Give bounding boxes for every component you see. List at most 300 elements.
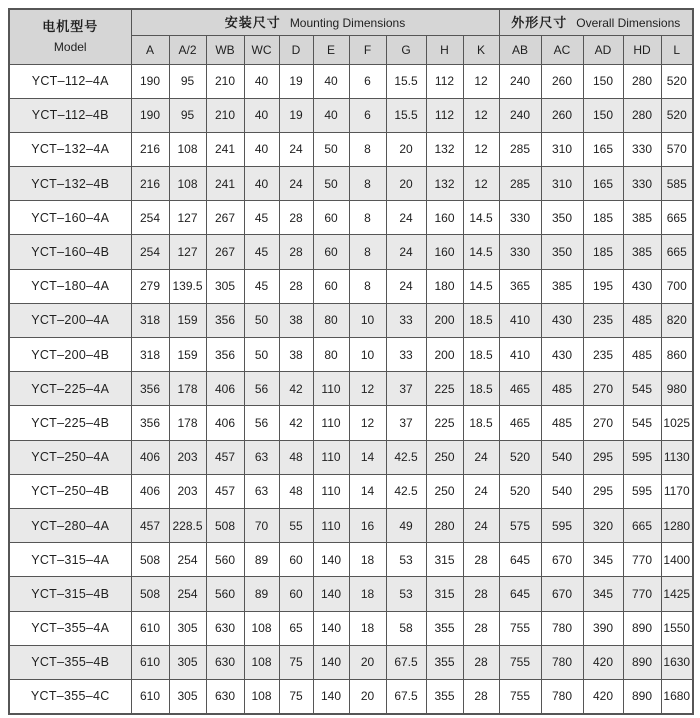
value-cell: 241 xyxy=(206,132,244,166)
value-cell: 560 xyxy=(206,543,244,577)
value-cell: 250 xyxy=(426,474,463,508)
value-cell: 820 xyxy=(661,303,693,337)
value-cell: 406 xyxy=(131,474,169,508)
value-cell: 190 xyxy=(131,64,169,98)
value-cell: 50 xyxy=(244,303,279,337)
model-cell: YCT–355–4A xyxy=(9,611,131,645)
table-body xyxy=(9,64,693,714)
value-cell: 139.5 xyxy=(169,269,206,303)
value-cell: 45 xyxy=(244,201,279,235)
model-cell: YCT–180–4A xyxy=(9,269,131,303)
value-cell: 18.5 xyxy=(463,372,499,406)
value-cell: 56 xyxy=(244,406,279,440)
value-cell: 700 xyxy=(661,269,693,303)
value-cell: 53 xyxy=(386,543,426,577)
value-cell: 254 xyxy=(131,201,169,235)
value-cell: 240 xyxy=(499,64,541,98)
value-cell: 165 xyxy=(583,167,623,201)
value-cell: 8 xyxy=(349,167,386,201)
value-cell: 280 xyxy=(623,64,661,98)
value-cell: 20 xyxy=(386,167,426,201)
value-cell: 645 xyxy=(499,577,541,611)
value-cell: 95 xyxy=(169,98,206,132)
value-cell: 70 xyxy=(244,508,279,542)
value-cell: 430 xyxy=(541,303,583,337)
value-cell: 1400 xyxy=(661,543,693,577)
value-cell: 355 xyxy=(426,679,463,713)
value-cell: 203 xyxy=(169,474,206,508)
value-cell: 15.5 xyxy=(386,64,426,98)
value-cell: 165 xyxy=(583,132,623,166)
value-cell: 520 xyxy=(499,474,541,508)
value-cell: 260 xyxy=(541,64,583,98)
value-cell: 18.5 xyxy=(463,303,499,337)
value-cell: 780 xyxy=(541,679,583,713)
value-cell: 755 xyxy=(499,645,541,679)
value-cell: 545 xyxy=(623,372,661,406)
value-cell: 42.5 xyxy=(386,440,426,474)
model-header-zh: 电机型号 xyxy=(42,18,99,34)
value-cell: 770 xyxy=(623,577,661,611)
value-cell: 14.5 xyxy=(463,201,499,235)
value-cell: 19 xyxy=(279,98,313,132)
value-cell: 630 xyxy=(206,611,244,645)
column-header: A xyxy=(131,35,169,64)
value-cell: 50 xyxy=(313,132,349,166)
value-cell: 1630 xyxy=(661,645,693,679)
value-cell: 254 xyxy=(169,577,206,611)
value-cell: 108 xyxy=(244,679,279,713)
value-cell: 755 xyxy=(499,679,541,713)
value-cell: 1550 xyxy=(661,611,693,645)
value-cell: 108 xyxy=(169,167,206,201)
value-cell: 20 xyxy=(349,645,386,679)
value-cell: 24 xyxy=(279,167,313,201)
value-cell: 330 xyxy=(499,201,541,235)
value-cell: 240 xyxy=(499,98,541,132)
value-cell: 18.5 xyxy=(463,406,499,440)
column-header: A/2 xyxy=(169,35,206,64)
table-row xyxy=(9,98,693,132)
value-cell: 28 xyxy=(463,577,499,611)
column-header: HD xyxy=(623,35,661,64)
value-cell: 14.5 xyxy=(463,235,499,269)
group-header-row xyxy=(9,9,693,35)
value-cell: 305 xyxy=(169,679,206,713)
value-cell: 410 xyxy=(499,303,541,337)
model-cell: YCT–112–4A xyxy=(9,64,131,98)
value-cell: 270 xyxy=(583,372,623,406)
model-cell: YCT–112–4B xyxy=(9,98,131,132)
value-cell: 345 xyxy=(583,577,623,611)
value-cell: 430 xyxy=(623,269,661,303)
value-cell: 350 xyxy=(541,201,583,235)
value-cell: 610 xyxy=(131,611,169,645)
model-cell: YCT–250–4A xyxy=(9,440,131,474)
value-cell: 545 xyxy=(623,406,661,440)
value-cell: 267 xyxy=(206,235,244,269)
value-cell: 28 xyxy=(463,645,499,679)
table-row xyxy=(9,679,693,713)
value-cell: 356 xyxy=(206,303,244,337)
value-cell: 250 xyxy=(426,440,463,474)
value-cell: 279 xyxy=(131,269,169,303)
value-cell: 8 xyxy=(349,132,386,166)
model-cell: YCT–160–4A xyxy=(9,201,131,235)
model-cell: YCT–160–4B xyxy=(9,235,131,269)
column-header: WB xyxy=(206,35,244,64)
value-cell: 890 xyxy=(623,611,661,645)
value-cell: 28 xyxy=(279,201,313,235)
value-cell: 8 xyxy=(349,269,386,303)
value-cell: 320 xyxy=(583,508,623,542)
value-cell: 178 xyxy=(169,406,206,440)
value-cell: 110 xyxy=(313,508,349,542)
value-cell: 15.5 xyxy=(386,98,426,132)
table-row xyxy=(9,235,693,269)
value-cell: 8 xyxy=(349,201,386,235)
column-header: F xyxy=(349,35,386,64)
value-cell: 665 xyxy=(623,508,661,542)
value-cell: 185 xyxy=(583,201,623,235)
table-row xyxy=(9,201,693,235)
value-cell: 630 xyxy=(206,645,244,679)
value-cell: 40 xyxy=(244,98,279,132)
value-cell: 10 xyxy=(349,303,386,337)
value-cell: 570 xyxy=(661,132,693,166)
table-row xyxy=(9,372,693,406)
value-cell: 110 xyxy=(313,372,349,406)
value-cell: 355 xyxy=(426,645,463,679)
value-cell: 20 xyxy=(349,679,386,713)
value-cell: 75 xyxy=(279,645,313,679)
model-cell: YCT–132–4A xyxy=(9,132,131,166)
model-cell: YCT–200–4B xyxy=(9,338,131,372)
value-cell: 80 xyxy=(313,303,349,337)
mounting-group-label-en: Mounting Dimensions xyxy=(289,16,406,31)
value-cell: 18 xyxy=(349,611,386,645)
model-cell: YCT–315–4A xyxy=(9,543,131,577)
value-cell: 295 xyxy=(583,440,623,474)
value-cell: 465 xyxy=(499,406,541,440)
value-cell: 508 xyxy=(131,543,169,577)
value-cell: 60 xyxy=(313,235,349,269)
value-cell: 520 xyxy=(661,64,693,98)
table-row xyxy=(9,474,693,508)
value-cell: 216 xyxy=(131,132,169,166)
value-cell: 585 xyxy=(661,167,693,201)
value-cell: 225 xyxy=(426,406,463,440)
value-cell: 140 xyxy=(313,543,349,577)
value-cell: 37 xyxy=(386,372,426,406)
value-cell: 89 xyxy=(244,577,279,611)
value-cell: 457 xyxy=(206,474,244,508)
value-cell: 55 xyxy=(279,508,313,542)
value-cell: 390 xyxy=(583,611,623,645)
value-cell: 330 xyxy=(499,235,541,269)
value-cell: 315 xyxy=(426,577,463,611)
value-cell: 132 xyxy=(426,167,463,201)
value-cell: 485 xyxy=(541,406,583,440)
value-cell: 210 xyxy=(206,64,244,98)
value-cell: 33 xyxy=(386,338,426,372)
value-cell: 14 xyxy=(349,474,386,508)
value-cell: 780 xyxy=(541,611,583,645)
value-cell: 19 xyxy=(279,64,313,98)
value-cell: 235 xyxy=(583,338,623,372)
value-cell: 406 xyxy=(206,372,244,406)
value-cell: 50 xyxy=(313,167,349,201)
value-cell: 575 xyxy=(499,508,541,542)
value-cell: 28 xyxy=(463,679,499,713)
value-cell: 49 xyxy=(386,508,426,542)
value-cell: 318 xyxy=(131,303,169,337)
value-cell: 406 xyxy=(131,440,169,474)
mounting-group-label-zh: 安装尺寸 xyxy=(224,15,281,31)
column-header: L xyxy=(661,35,693,64)
value-cell: 595 xyxy=(541,508,583,542)
value-cell: 356 xyxy=(131,406,169,440)
value-cell: 38 xyxy=(279,303,313,337)
value-cell: 1170 xyxy=(661,474,693,508)
value-cell: 540 xyxy=(541,440,583,474)
value-cell: 235 xyxy=(583,303,623,337)
column-header: K xyxy=(463,35,499,64)
value-cell: 755 xyxy=(499,611,541,645)
value-cell: 18 xyxy=(349,543,386,577)
value-cell: 24 xyxy=(386,269,426,303)
value-cell: 10 xyxy=(349,338,386,372)
value-cell: 24 xyxy=(463,474,499,508)
model-header-en: Model xyxy=(53,39,87,54)
value-cell: 108 xyxy=(169,132,206,166)
value-cell: 285 xyxy=(499,167,541,201)
value-cell: 305 xyxy=(206,269,244,303)
value-cell: 18.5 xyxy=(463,338,499,372)
value-cell: 485 xyxy=(623,338,661,372)
value-cell: 1280 xyxy=(661,508,693,542)
table-row xyxy=(9,406,693,440)
value-cell: 95 xyxy=(169,64,206,98)
value-cell: 560 xyxy=(206,577,244,611)
value-cell: 18 xyxy=(349,577,386,611)
value-cell: 6 xyxy=(349,98,386,132)
value-cell: 457 xyxy=(206,440,244,474)
value-cell: 200 xyxy=(426,338,463,372)
value-cell: 520 xyxy=(499,440,541,474)
value-cell: 485 xyxy=(623,303,661,337)
model-cell: YCT–225–4B xyxy=(9,406,131,440)
table-row xyxy=(9,269,693,303)
value-cell: 890 xyxy=(623,679,661,713)
model-cell: YCT–355–4B xyxy=(9,645,131,679)
value-cell: 56 xyxy=(244,372,279,406)
value-cell: 178 xyxy=(169,372,206,406)
value-cell: 665 xyxy=(661,235,693,269)
model-cell: YCT–315–4B xyxy=(9,577,131,611)
value-cell: 40 xyxy=(244,132,279,166)
table-row xyxy=(9,64,693,98)
value-cell: 595 xyxy=(623,440,661,474)
column-header: E xyxy=(313,35,349,64)
value-cell: 37 xyxy=(386,406,426,440)
value-cell: 40 xyxy=(313,64,349,98)
value-cell: 345 xyxy=(583,543,623,577)
value-cell: 20 xyxy=(386,132,426,166)
value-cell: 280 xyxy=(426,508,463,542)
model-cell: YCT–225–4A xyxy=(9,372,131,406)
value-cell: 270 xyxy=(583,406,623,440)
value-cell: 356 xyxy=(206,338,244,372)
column-header: H xyxy=(426,35,463,64)
value-cell: 356 xyxy=(131,372,169,406)
value-cell: 406 xyxy=(206,406,244,440)
value-cell: 159 xyxy=(169,338,206,372)
table-row xyxy=(9,167,693,201)
value-cell: 14 xyxy=(349,440,386,474)
value-cell: 42.5 xyxy=(386,474,426,508)
value-cell: 330 xyxy=(623,167,661,201)
value-cell: 80 xyxy=(313,338,349,372)
value-cell: 160 xyxy=(426,201,463,235)
table-row xyxy=(9,508,693,542)
value-cell: 280 xyxy=(623,98,661,132)
table-row xyxy=(9,577,693,611)
value-cell: 610 xyxy=(131,645,169,679)
value-cell: 40 xyxy=(244,167,279,201)
column-header: WC xyxy=(244,35,279,64)
value-cell: 150 xyxy=(583,98,623,132)
value-cell: 28 xyxy=(463,543,499,577)
value-cell: 225 xyxy=(426,372,463,406)
column-header: AD xyxy=(583,35,623,64)
value-cell: 195 xyxy=(583,269,623,303)
value-cell: 110 xyxy=(313,474,349,508)
value-cell: 180 xyxy=(426,269,463,303)
value-cell: 6 xyxy=(349,64,386,98)
value-cell: 42 xyxy=(279,406,313,440)
model-cell: YCT–280–4A xyxy=(9,508,131,542)
value-cell: 665 xyxy=(661,201,693,235)
value-cell: 127 xyxy=(169,201,206,235)
value-cell: 24 xyxy=(463,440,499,474)
motor-dimensions-table xyxy=(8,8,694,715)
column-header: AB xyxy=(499,35,541,64)
value-cell: 89 xyxy=(244,543,279,577)
value-cell: 53 xyxy=(386,577,426,611)
value-cell: 12 xyxy=(349,372,386,406)
value-cell: 50 xyxy=(244,338,279,372)
value-cell: 457 xyxy=(131,508,169,542)
value-cell: 350 xyxy=(541,235,583,269)
table-row xyxy=(9,611,693,645)
value-cell: 140 xyxy=(313,645,349,679)
value-cell: 42 xyxy=(279,372,313,406)
value-cell: 108 xyxy=(244,611,279,645)
value-cell: 63 xyxy=(244,440,279,474)
value-cell: 12 xyxy=(463,64,499,98)
value-cell: 630 xyxy=(206,679,244,713)
value-cell: 12 xyxy=(463,98,499,132)
table-row xyxy=(9,338,693,372)
value-cell: 670 xyxy=(541,577,583,611)
value-cell: 24 xyxy=(386,235,426,269)
value-cell: 127 xyxy=(169,235,206,269)
mounting-group-header xyxy=(131,9,499,35)
value-cell: 540 xyxy=(541,474,583,508)
model-cell: YCT–355–4C xyxy=(9,679,131,713)
column-header: G xyxy=(386,35,426,64)
value-cell: 228.5 xyxy=(169,508,206,542)
table-row xyxy=(9,303,693,337)
value-cell: 200 xyxy=(426,303,463,337)
value-cell: 63 xyxy=(244,474,279,508)
value-cell: 40 xyxy=(313,98,349,132)
value-cell: 8 xyxy=(349,235,386,269)
value-cell: 185 xyxy=(583,235,623,269)
value-cell: 110 xyxy=(313,406,349,440)
value-cell: 385 xyxy=(623,201,661,235)
value-cell: 67.5 xyxy=(386,645,426,679)
value-cell: 780 xyxy=(541,645,583,679)
value-cell: 28 xyxy=(463,611,499,645)
value-cell: 430 xyxy=(541,338,583,372)
value-cell: 860 xyxy=(661,338,693,372)
table-row xyxy=(9,645,693,679)
value-cell: 410 xyxy=(499,338,541,372)
value-cell: 420 xyxy=(583,679,623,713)
value-cell: 60 xyxy=(279,543,313,577)
value-cell: 48 xyxy=(279,440,313,474)
model-column-header xyxy=(9,9,131,64)
value-cell: 12 xyxy=(463,167,499,201)
table-row xyxy=(9,543,693,577)
value-cell: 520 xyxy=(661,98,693,132)
value-cell: 310 xyxy=(541,167,583,201)
overall-group-header xyxy=(499,9,693,35)
value-cell: 1025 xyxy=(661,406,693,440)
value-cell: 420 xyxy=(583,645,623,679)
value-cell: 132 xyxy=(426,132,463,166)
value-cell: 110 xyxy=(313,440,349,474)
value-cell: 38 xyxy=(279,338,313,372)
value-cell: 75 xyxy=(279,679,313,713)
value-cell: 28 xyxy=(279,235,313,269)
table-header xyxy=(9,9,693,64)
value-cell: 260 xyxy=(541,98,583,132)
value-cell: 203 xyxy=(169,440,206,474)
value-cell: 267 xyxy=(206,201,244,235)
value-cell: 24 xyxy=(279,132,313,166)
value-cell: 254 xyxy=(169,543,206,577)
value-cell: 485 xyxy=(541,372,583,406)
value-cell: 112 xyxy=(426,64,463,98)
value-cell: 295 xyxy=(583,474,623,508)
value-cell: 890 xyxy=(623,645,661,679)
value-cell: 305 xyxy=(169,645,206,679)
value-cell: 58 xyxy=(386,611,426,645)
table-row xyxy=(9,440,693,474)
value-cell: 595 xyxy=(623,474,661,508)
value-cell: 24 xyxy=(463,508,499,542)
value-cell: 12 xyxy=(349,406,386,440)
value-cell: 150 xyxy=(583,64,623,98)
value-cell: 508 xyxy=(131,577,169,611)
table-row xyxy=(9,132,693,166)
value-cell: 159 xyxy=(169,303,206,337)
model-cell: YCT–250–4B xyxy=(9,474,131,508)
value-cell: 216 xyxy=(131,167,169,201)
